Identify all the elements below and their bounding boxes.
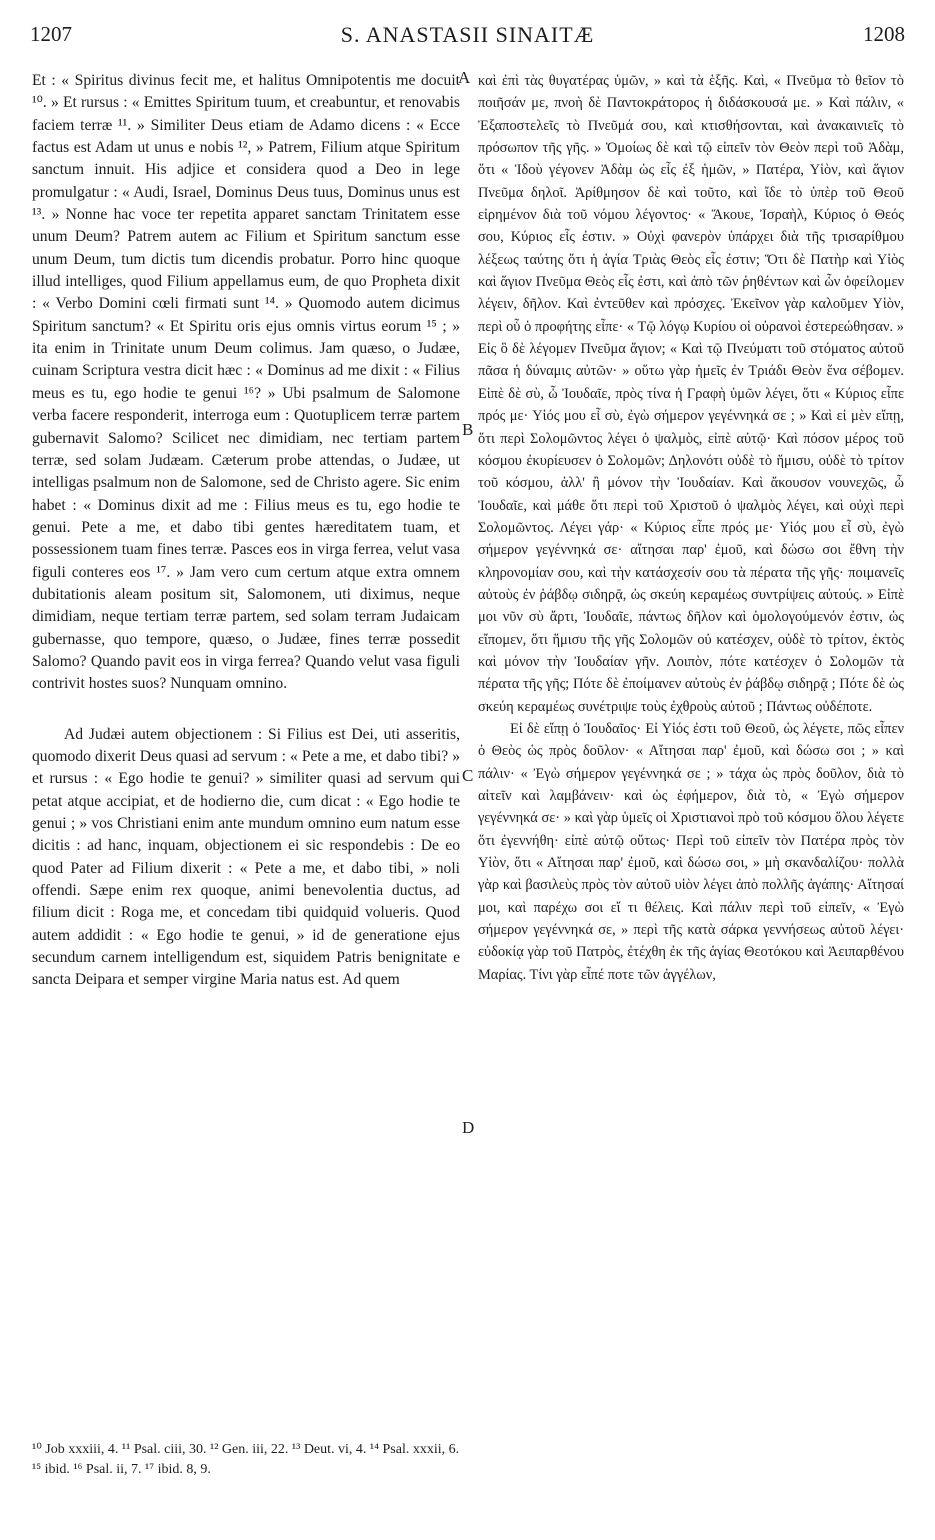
greek-column (478, 70, 904, 986)
margin-letter-a: A (458, 68, 471, 87)
page-header (30, 22, 905, 62)
margin-letter-d: D (462, 1118, 475, 1137)
page-number-left: 1207 (30, 22, 72, 46)
latin-paragraph-1: Et : « Spiritus divinus fecit me, et halitus Omnipotentis me docuit ¹⁰. » Et rursus : « Emittes Spiritum tuum, et creabuntur, et renovabis faciem terræ ¹¹. » Similiter Deus etiam de Adamo dicens : « Ecce factus est Adam ut unus e nobis ¹², » Patrem, Filium atque Spiritum sanctum innuit. His adjice et considera quod a Deo in lege promulgatur : « Audi, Israel, Dominus Deus tuus, Dominus unus est ¹³. » Nonne hac voce ter repetita apparet sanctam Trinitatem esse unum Deum? Patrem autem ac Filium et Spiritum sanctum esse unum Deum, tum dictis tum dicendis probatur. Porro hinc quoque illud intelliges, quod Filium appellamus eum, de quo Propheta dixit : « Verbo Domini cœli firmati sunt ¹⁴. » Quomodo autem dicimus Spiritum sanctum? « Et Spiritu oris ejus omnis virtus eorum ¹⁵ ; » ita enim in Trinitate unum Deum colimus. Jam quæso, o Judæe, cuinam Scriptura vestra dicit hæc : « Dominus ad me dixit : « Filius meus es tu, ego hodie te genui ¹⁶? » Ubi psalmum de Salomone verba facere responderit, interroga eum : Quotuplicem terræ partem gubernavit Salomo? Scilicet nec dimidiam, nec tertiam partem terræ, sed solam Judæam. Cæterum probe attendas, o Judæe, ut intelligas psalmum non de Salomone, sed de Christo agere. Sic enim habet : « Dominus dixit ad me : Filius meus es tu, ego hodie te genui. Pete a me, et dabo tibi gentes hæreditatem tuam, et possessionem tuam fines terræ. Pasces eos in virga ferrea, velut vasa figuli conteres eos ¹⁷. » Jam vero cum certum atque extra omnem dubitationis aleam positum sit, Salomonem, uti diximus, neque dimidiam, neque tertiam terræ partem, sed solam terram Judaicam gubernasse, quo tempore, quæso, o Judæe, fines terræ possedit Salomo? Quando pavit eos in virga ferrea? Quando velut vasa figuli contrivit hostes suos? Nunquam omnino. (32, 72, 460, 693)
margin-letter-c: C (462, 766, 474, 785)
margin-letter-b: B (462, 420, 474, 439)
greek-paragraph-1: καὶ ἐπὶ τὰς θυγατέρας ὑμῶν, » καὶ τὰ ἑξῆς. Καὶ, « Πνεῦμα τὸ θεῖον τὸ ποιῆσάν με, πνοὴ δὲ Παντοκράτορος ἡ διδάσκουσά με. » Καὶ πάλιν, « Ἐξαποστελεῖς τὸ Πνεῦμά σου, καὶ κτισθήσονται, καὶ ἀνακαινιεῖς τὸ πρόσωπον τῆς γῆς. » Ὁμοίως δὲ καὶ τῷ εἰπεῖν τὸν Θεὸν περὶ τοῦ Ἀδὰμ, ὅτι « Ἰδοὺ γέγονεν Ἀδὰμ ὡς εἷς ἐξ ἡμῶν, » Πατέρα, Υἱὸν, καὶ ἅγιον Πνεῦμα δηλοῖ. Ἀρίθμησον δὲ καὶ τοῦτο, καὶ ἴδε τὸ ὑπὲρ τοῦ Θεοῦ εἰρημένον διὰ τοῦ νόμου λέγοντος· « Ἄκουε, Ἰσραὴλ, Κύριος ὁ Θεός σου, Κύριος εἷς ἐστιν. » Οὐχὶ φανερὸν ὑπάρχει διὰ τῆς τρισαρίθμου λέξεως ταύτης ὅτι ἡ ἁγία Τριὰς Θεὸς εἷς ἐστιν; Ὅτι δὲ Πατὴρ καὶ Υἱὸς καὶ ἅγιον Πνεῦμα Θεὸς εἷς ἐστι, καὶ ἀπὸ τῶν ῥηθέντων καὶ ὧν ὀφείλομεν λέγειν, δῆλον. Καὶ ἐντεῦθεν καὶ πρόσχες. Ἐκεῖνον γὰρ καλοῦμεν Υἱὸν, περὶ οὗ ὁ προφήτης εἶπε· « Τῷ λόγῳ Κυρίου οἱ οὐρανοὶ ἐστερεώθησαν. » Εἰς ὃ δὲ λέγομεν Πνεῦμα ἅγιον; « Καὶ τῷ Πνεύματι τοῦ στόματος αὐτοῦ πᾶσα ἡ δύναμις αὐτῶν· » οὕτω γὰρ ἡμεῖς ἐν Τριάδι Θεὸν ἕνα σέβομεν. Εἰπὲ δὲ σὺ, ὦ Ἰουδαῖε, πρὸς τίνα ἡ Γραφὴ ὑμῶν λέγει, ὅτι « Κύριος εἶπε πρός με· Υἱός μου εἶ σὺ, ἐγὼ σήμερον γεγέννηκά σε ; » Καὶ εἰ μὲν εἴπῃ, ὅτι περὶ Σολομῶντος λέγει ὁ ψαλμὸς, εἰπὲ αὐτῷ· Καὶ πόσον μέρος τοῦ κόσμου ἐκυρίευσεν ὁ Σολομῶν; Δηλονότι οὐδὲ τὸ ἥμισυ, οὐδὲ τὸ τρίτον τοῦ κόσμου, ἀλλ' ἢ μόνον τὴν Ἰουδαίαν. Καὶ ἄκουσον νουνεχῶς, ὦ Ἰουδαῖε, καὶ μάθε ὅτι περὶ τοῦ Χριστοῦ ὁ ψαλμὸς λέγει, καὶ οὐχὶ περὶ Σολομῶντος. Λέγει γάρ· « Κύριος εἶπε πρός με· Υἱός μου εἶ σὺ, ἐγὼ σήμερον γεγέννηκά σε· αἴτησαι παρ' ἐμοῦ, καὶ δώσω σοι ἔθνη τὴν κληρονομίαν σου, καὶ τὴν κατάσχεσίν σου τὰ πέρατα τῆς γῆς· ποιμανεῖς αὐτοὺς ἐν ῥάβδῳ σιδηρᾷ, ὡς σκεύη κεραμέως συντρίψεις αὐτούς. » Εἰπὲ μοι νῦν σὺ ἄρτι, Ἰουδαῖε, πάντως δῆλον καὶ ὁμολογούμενόν ἐστιν, ὡς εἴπομεν, ὅτι ἥμισυ τῆς γῆς Σολομῶν οὐ κατέσχεν, οὐδὲ τὸ τρίτον, ἐκτὸς καὶ μόνον τὴν Ἰουδαίαν γῆν. Λοιπὸν, πότε κατέσχεν ὁ Σολομῶν τὰ πέρατα τῆς γῆς; Πότε δὲ ἐποίμανεν αὐτοὺς ἐν ῥάβδῳ σιδηρᾷ ; Πότε δὲ ὡς σκεύη κεραμέως συνέτριψε τοὺς ἐχθροὺς αὐτοῦ ; Πάντως οὐδέποτε. (478, 73, 904, 715)
greek-paragraph-2: Εἰ δὲ εἴπῃ ὁ Ἰουδαῖος· Εἰ Υἱός ἐστι τοῦ Θεοῦ, ὡς λέγετε, πῶς εἶπεν ὁ Θεὸς ὡς πρὸς δοῦλον· « Αἴτησαι παρ' ἐμοῦ, καὶ δώσω σοι ; » καὶ πάλιν· « Ἐγὼ σήμερον γεγέννηκά σε ; » τάχα ὡς πρὸς δοῦλον, διὰ τὸ αἰτεῖν καὶ λαμβάνειν· καὶ ὡς ἐφήμερον, διὰ τὸ, « Ἐγὼ σήμερον γεγέννηκά σε· » καὶ γὰρ ὑμεῖς οἱ Χριστιανοὶ πρὸ τοῦ κόσμου ὅλου λέγετε ὅτι ἐγεννήθη· εἰπὲ αὐτῷ οὕτως· Περὶ τοῦ εἰπεῖν τὸν Πατέρα πρὸς τὸν Υἱὸν, ὅτι « Αἴτησαι παρ' ἐμοῦ, καὶ δώσω σοι, » μὴ σκανδαλίζου· πολλὰ γὰρ καὶ βασιλεὺς πρὸς τὸν αὐτοῦ υἱὸν λέγει ἀπὸ πολλῆς ἀγάπης· Αἴτησαί μοι, καὶ παρέχω σοι εἴ τι θέλεις. Καὶ πάλιν περὶ τοῦ εἰπεῖν, « Ἐγὼ σήμερον γεγέννηκά σε, » περὶ τῆς κατὰ σάρκα γεννήσεως αὐτοῦ λέγει· εὐδοκίᾳ γὰρ τοῦ Πατρὸς, ἐτέχθη ἐκ τῆς ἁγίας Θεοτόκου καὶ Ἀειπαρθένου Μαρίας. Τίνι γὰρ εἶπέ ποτε τῶν ἀγγέλων, (478, 720, 904, 983)
latin-paragraph-2: Ad Judæi autem objectionem : Si Filius est Dei, uti asseritis, quomodo dixerit Deus quasi ad servum : « Pete a me, et dabo tibi? » et rursus : « Ego hodie te genui? » similiter quasi ad servum qui petat atque accipiat, et de hodierno die, cum dicat : « Ego hodie te genui ; » vos Christiani enim ante mundum omnino eum natum esse dicitis : ad hanc, inquam, objectionem ei sic respondebis : De eo quod Pater ad Filium dixerit : « Pete a me, et dabo tibi, » noli offendi. Sæpe enim rex quoque, animi benevolentia ductus, ad filium dicit : Roga me, et concedam tibi quidquid volueris. Quod autem addidit : « Ego hodie te genui, » id de generatione ejus secundum carnem intelligendum est, siquidem Patris benignitate e sancta Deipara et semper virgine Maria natus est. Ad quem (32, 725, 460, 989)
running-title: S. ANASTASII SINAITÆ (340, 22, 595, 47)
page-number-right: 1208 (863, 22, 905, 46)
footnotes-text: ¹⁰ Job xxxiii, 4. ¹¹ Psal. ciii, 30. ¹² Gen. iii, 22. ¹³ Deut. vi, 4. ¹⁴ Psal. xxxii, 6. ¹⁵ ibid. ¹⁶ Psal. ii, 7. ¹⁷ ibid. 8, 9. (32, 1442, 460, 1477)
latin-column (32, 70, 460, 992)
